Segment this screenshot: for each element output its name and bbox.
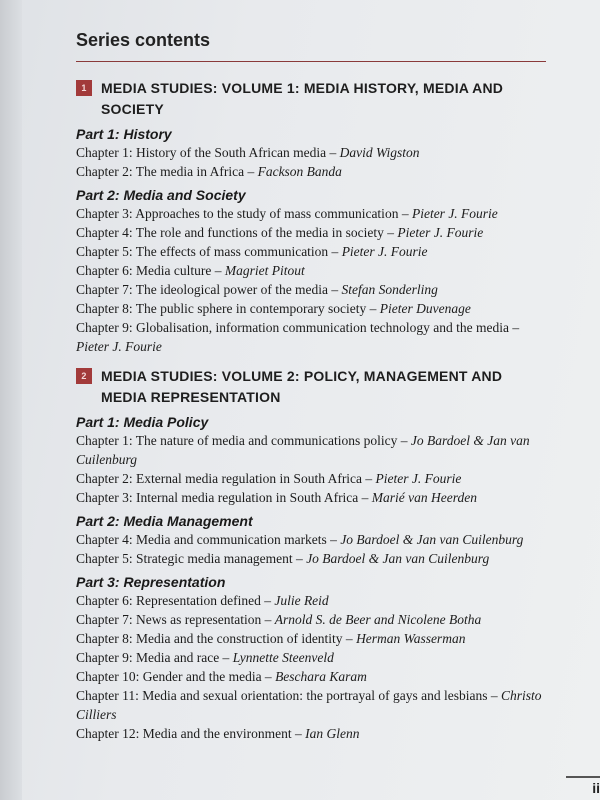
chapter-title: Chapter 4: The role and functions of the media in society –	[76, 225, 398, 240]
chapter-entry	[76, 629, 546, 648]
chapter-title: Chapter 9: Media and race –	[76, 650, 233, 665]
chapter-author: Fackson Banda	[257, 164, 342, 179]
chapter-author: Marié van Heerden	[371, 490, 478, 505]
chapter-title: Chapter 6: Representation defined –	[76, 593, 275, 608]
chapter-entry	[76, 431, 546, 469]
series-contents	[76, 30, 546, 743]
volume-heading	[76, 366, 546, 408]
volume-number-badge: 2	[76, 368, 92, 384]
part-heading: Part 1: Media Policy	[76, 414, 209, 430]
chapter-title: Chapter 3: Approaches to the study of mass communication –	[76, 206, 412, 221]
chapter-entry	[76, 204, 546, 223]
chapter-title: Chapter 8: Media and the construction of identity –	[76, 631, 357, 646]
chapter-entry	[76, 488, 546, 507]
chapter-entry	[76, 223, 546, 242]
volume-spacer	[76, 356, 546, 366]
chapter-author: Jo Bardoel & Jan van Cuilenburg	[306, 551, 490, 566]
chapter-title: Chapter 6: Media culture –	[76, 263, 225, 278]
chapter-entry	[76, 648, 546, 667]
chapter-entry	[76, 530, 546, 549]
chapter-entry	[76, 299, 546, 318]
chapter-author: Jo Bardoel & Jan van Cuilenburg	[76, 433, 530, 467]
chapter-title: Chapter 8: The public sphere in contemporary society –	[76, 301, 380, 316]
chapter-title: Chapter 10: Gender and the media –	[76, 669, 276, 684]
chapter-author: Stefan Sonderling	[341, 282, 438, 297]
chapter-entry	[76, 724, 546, 743]
volume-list	[76, 78, 546, 743]
page-gutter	[0, 0, 22, 800]
chapter-entry	[76, 549, 546, 568]
chapter-author: Christo Cilliers	[76, 688, 542, 722]
chapter-entry	[76, 686, 546, 724]
chapter-author: Jo Bardoel & Jan van Cuilenburg	[340, 532, 524, 547]
chapter-author: David Wigston	[339, 145, 420, 160]
chapter-title: Chapter 9: Globalisation, information communication technology and the media –	[76, 320, 520, 335]
chapter-entry	[76, 591, 546, 610]
page-number-rule	[566, 776, 600, 778]
page-title: Series contents	[76, 30, 211, 50]
volume-title: MEDIA STUDIES: VOLUME 2: POLICY, MANAGEMENT AND MEDIA REPRESENTATION	[101, 368, 503, 405]
chapter-title: Chapter 7: The ideological power of the media –	[76, 282, 342, 297]
chapter-entry	[76, 261, 546, 280]
chapter-title: Chapter 7: News as representation –	[76, 612, 275, 627]
chapter-author: Pieter J. Fourie	[341, 244, 428, 259]
part-heading: Part 3: Representation	[76, 574, 226, 590]
chapter-entry	[76, 610, 546, 629]
part-heading: Part 2: Media Management	[76, 513, 253, 529]
chapter-author: Arnold S. de Beer and Nicolene Botha	[274, 612, 482, 627]
title-divider	[76, 61, 546, 62]
chapter-title: Chapter 11: Media and sexual orientation: the portrayal of gays and lesbians –	[76, 688, 502, 703]
part-heading: Part 2: Media and Society	[76, 187, 246, 203]
chapter-entry	[76, 242, 546, 261]
chapter-author: Pieter J. Fourie	[76, 339, 162, 354]
chapter-title: Chapter 3: Internal media regulation in South Africa –	[76, 490, 372, 505]
chapter-entry	[76, 280, 546, 299]
chapter-entry	[76, 667, 546, 686]
chapter-title: Chapter 1: History of the South African media –	[76, 145, 340, 160]
chapter-author: Herman Wasserman	[356, 631, 466, 646]
chapter-entry	[76, 162, 546, 181]
chapter-author: Beschara Karam	[275, 669, 367, 684]
chapter-title: Chapter 5: Strategic media management –	[76, 551, 307, 566]
part-heading: Part 1: History	[76, 126, 172, 142]
chapter-author: Pieter J. Fourie	[375, 471, 462, 486]
chapter-author: Julie Reid	[274, 593, 329, 608]
chapter-author: Magriet Pitout	[224, 263, 305, 278]
chapter-title: Chapter 5: The effects of mass communication –	[76, 244, 342, 259]
chapter-author: Pieter J. Fourie	[411, 206, 498, 221]
chapter-author: Pieter Duvenage	[379, 301, 471, 316]
chapter-title: Chapter 1: The nature of media and communications policy –	[76, 433, 411, 448]
chapter-author: Ian Glenn	[305, 726, 360, 741]
chapter-entry	[76, 469, 546, 488]
chapter-author: Pieter J. Fourie	[397, 225, 484, 240]
page-number: ii	[592, 780, 600, 796]
chapter-title: Chapter 2: External media regulation in South Africa –	[76, 471, 376, 486]
chapter-entry	[76, 143, 546, 162]
chapter-title: Chapter 12: Media and the environment –	[76, 726, 306, 741]
chapter-title: Chapter 2: The media in Africa –	[76, 164, 258, 179]
volume-heading	[76, 78, 546, 120]
chapter-entry	[76, 318, 546, 356]
chapter-author: Lynnette Steenveld	[232, 650, 334, 665]
volume-number-badge: 1	[76, 80, 92, 96]
volume-title: MEDIA STUDIES: VOLUME 1: MEDIA HISTORY, MEDIA AND SOCIETY	[101, 80, 504, 117]
chapter-title: Chapter 4: Media and communication markets –	[76, 532, 341, 547]
